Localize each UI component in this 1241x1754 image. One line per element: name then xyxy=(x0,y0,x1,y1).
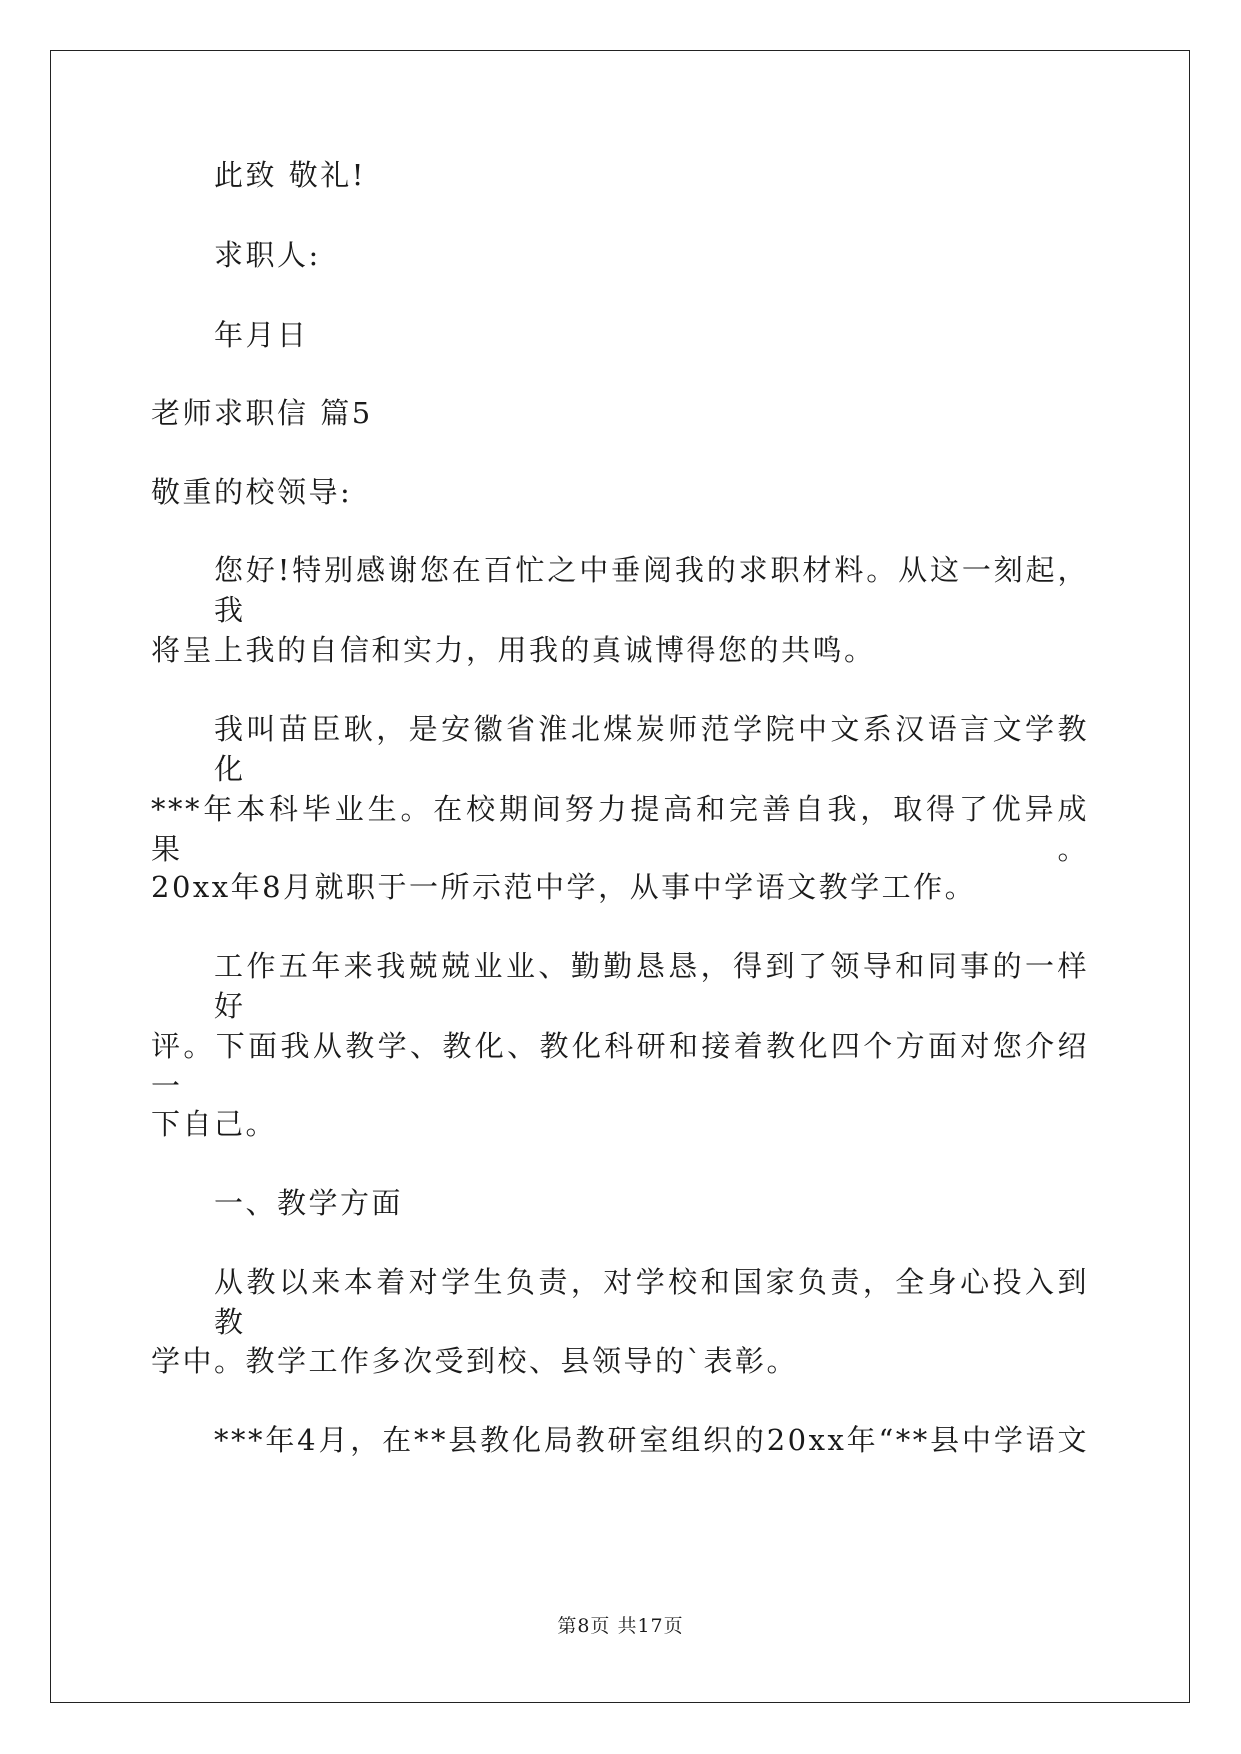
body-paragraph-line: ***年4月，在**县教化局教研室组织的20xx年“**县中学语文 xyxy=(214,1423,1089,1457)
page-footer: 第8页 共17页 xyxy=(557,1615,684,1637)
body-paragraph-line: ***年本科毕业生。在校期间努力提高和完善自我，取得了优异成果。 xyxy=(151,792,1089,866)
subsection-heading: 一、教学方面 xyxy=(214,1186,404,1220)
body-paragraph-line: 将呈上我的自信和实力，用我的真诚博得您的共鸣。 xyxy=(151,633,876,667)
body-paragraph-line: 您好!特别感谢您在百忙之中垂阅我的求职材料。从这一刻起，我 xyxy=(214,553,1089,627)
body-paragraph-line: 从教以来本着对学生负责，对学校和国家负责，全身心投入到教 xyxy=(214,1265,1089,1339)
body-paragraph-line: 20xx年8月就职于一所示范中学，从事中学语文教学工作。 xyxy=(151,870,977,904)
signature-label: 求职人: xyxy=(214,238,321,272)
section-heading: 老师求职信 篇5 xyxy=(151,396,373,430)
body-paragraph-line: 评。下面我从教学、教化、教化科研和接着教化四个方面对您介绍一 xyxy=(151,1029,1089,1103)
body-paragraph-line: 工作五年来我兢兢业业、勤勤恳恳，得到了领导和同事的一样好 xyxy=(214,949,1089,1023)
body-paragraph-line: 下自己。 xyxy=(151,1107,278,1141)
body-paragraph-line: 我叫苗臣耿，是安徽省淮北煤炭师范学院中文系汉语言文学教化 xyxy=(214,712,1089,786)
date-line: 年月日 xyxy=(214,318,309,352)
body-paragraph-line: 学中。教学工作多次受到校、县领导的`表彰。 xyxy=(151,1344,799,1378)
greeting-line: 敬重的校领导: xyxy=(151,475,353,509)
closing-salutation: 此致 敬礼! xyxy=(214,158,366,192)
